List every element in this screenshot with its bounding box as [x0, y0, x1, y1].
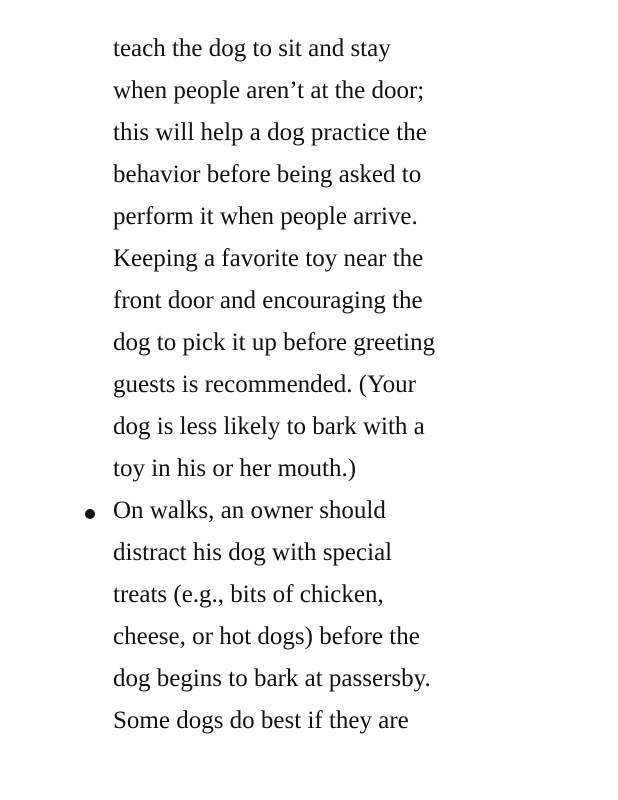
bullet-item-line: dog begins to bark at passersby. — [113, 665, 431, 692]
text-line: dog is less likely to bark with a — [113, 413, 425, 440]
text-line: when people aren’t at the door; — [113, 77, 425, 104]
text-line: dog to pick it up before greeting — [113, 329, 436, 356]
text-line: front door and encouraging the — [113, 287, 423, 314]
text-line: this will help a dog practice the — [113, 119, 427, 146]
bullet-item-line: distract his dog with special — [113, 539, 393, 566]
document-text — [113, 28, 583, 742]
text-line: Keeping a favorite toy near the — [113, 245, 424, 272]
text-line: guests is recommended. (Your — [113, 371, 416, 398]
bullet-item-line: Some dogs do best if they are — [113, 707, 409, 734]
bullet-item-line: On walks, an owner should — [113, 497, 386, 524]
bullet-icon — [85, 509, 95, 519]
text-line: teach the dog to sit and stay — [113, 35, 391, 62]
text-line: toy in his or her mouth.) — [113, 455, 357, 482]
bullet-item-line: treats (e.g., bits of chicken, — [113, 581, 384, 608]
bullet-item-line: cheese, or hot dogs) before the — [113, 623, 420, 650]
text-line: perform it when people arrive. — [113, 203, 418, 230]
text-line: behavior before being asked to — [113, 161, 422, 188]
